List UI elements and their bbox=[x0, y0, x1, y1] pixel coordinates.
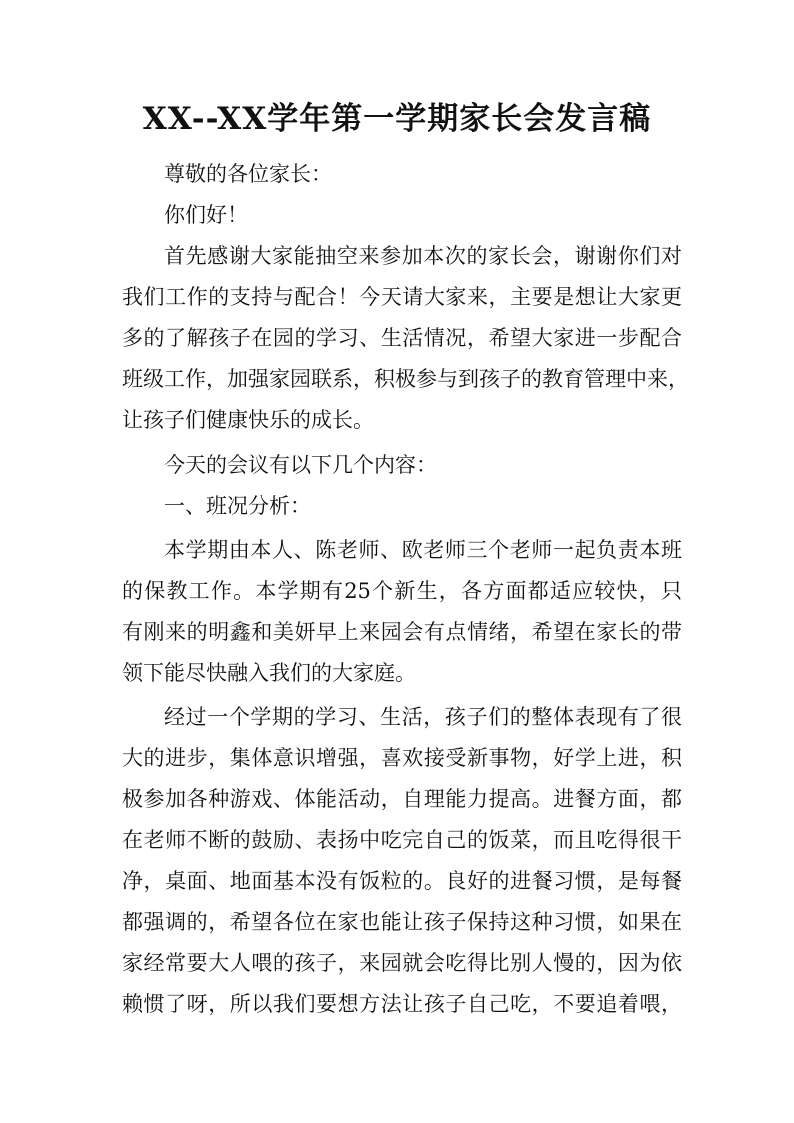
paragraph-line: 净，桌面、地面基本没有饭粒的。良好的进餐习惯，是每餐 bbox=[122, 869, 682, 893]
paragraph-line: 领下能尽快融入我们的大家庭。 bbox=[122, 661, 416, 685]
paragraph-line: 赖惯了呀，所以我们要想方法让孩子自己吃，不要追着喂， bbox=[122, 992, 682, 1016]
paragraph-line: 都强调的，希望各位在家也能让孩子保持这种习惯，如果在 bbox=[122, 910, 682, 934]
document-title: XX--XX学年第一学期家长会发言稿 bbox=[142, 101, 652, 137]
paragraph-line: 的保教工作。本学期有25个新生，各方面都适应较快，只 bbox=[122, 579, 682, 603]
paragraph-line: 首先感谢大家能抽空来参加本次的家长会，谢谢你们对 bbox=[164, 244, 682, 268]
paragraph-line: 班级工作，加强家园联系，积极参与到孩子的教育管理中来， bbox=[122, 367, 689, 391]
paragraph-line: 本学期由本人、陈老师、欧老师三个老师一起负责本班 bbox=[164, 538, 682, 562]
salutation: 尊敬的各位家长： bbox=[164, 162, 332, 186]
section-heading: 一、班况分析： bbox=[164, 494, 311, 518]
paragraph-line: 多的了解孩子在园的学习、生活情况，希望大家进一步配合 bbox=[122, 326, 682, 350]
agenda-intro: 今天的会议有以下几个内容： bbox=[164, 453, 437, 477]
paragraph-line: 家经常要大人喂的孩子，来园就会吃得比别人慢的，因为依 bbox=[122, 951, 682, 975]
paragraph-line: 我们工作的支持与配合！今天请大家来，主要是想让大家更 bbox=[122, 285, 682, 309]
paragraph-line: 让孩子们健康快乐的成长。 bbox=[122, 408, 374, 432]
greeting: 你们好！ bbox=[164, 203, 248, 227]
paragraph-line: 极参加各种游戏、体能活动，自理能力提高。进餐方面，都 bbox=[122, 787, 682, 811]
paragraph-line: 经过一个学期的学习、生活，孩子们的整体表现有了很 bbox=[164, 705, 682, 729]
paragraph-line: 在老师不断的鼓励、表扬中吃完自己的饭菜，而且吃得很干 bbox=[122, 828, 682, 852]
paragraph-line: 大的进步，集体意识增强，喜欢接受新事物，好学上进，积 bbox=[122, 746, 682, 770]
paragraph-line: 有刚来的明鑫和美妍早上来园会有点情绪，希望在家长的带 bbox=[122, 620, 682, 644]
